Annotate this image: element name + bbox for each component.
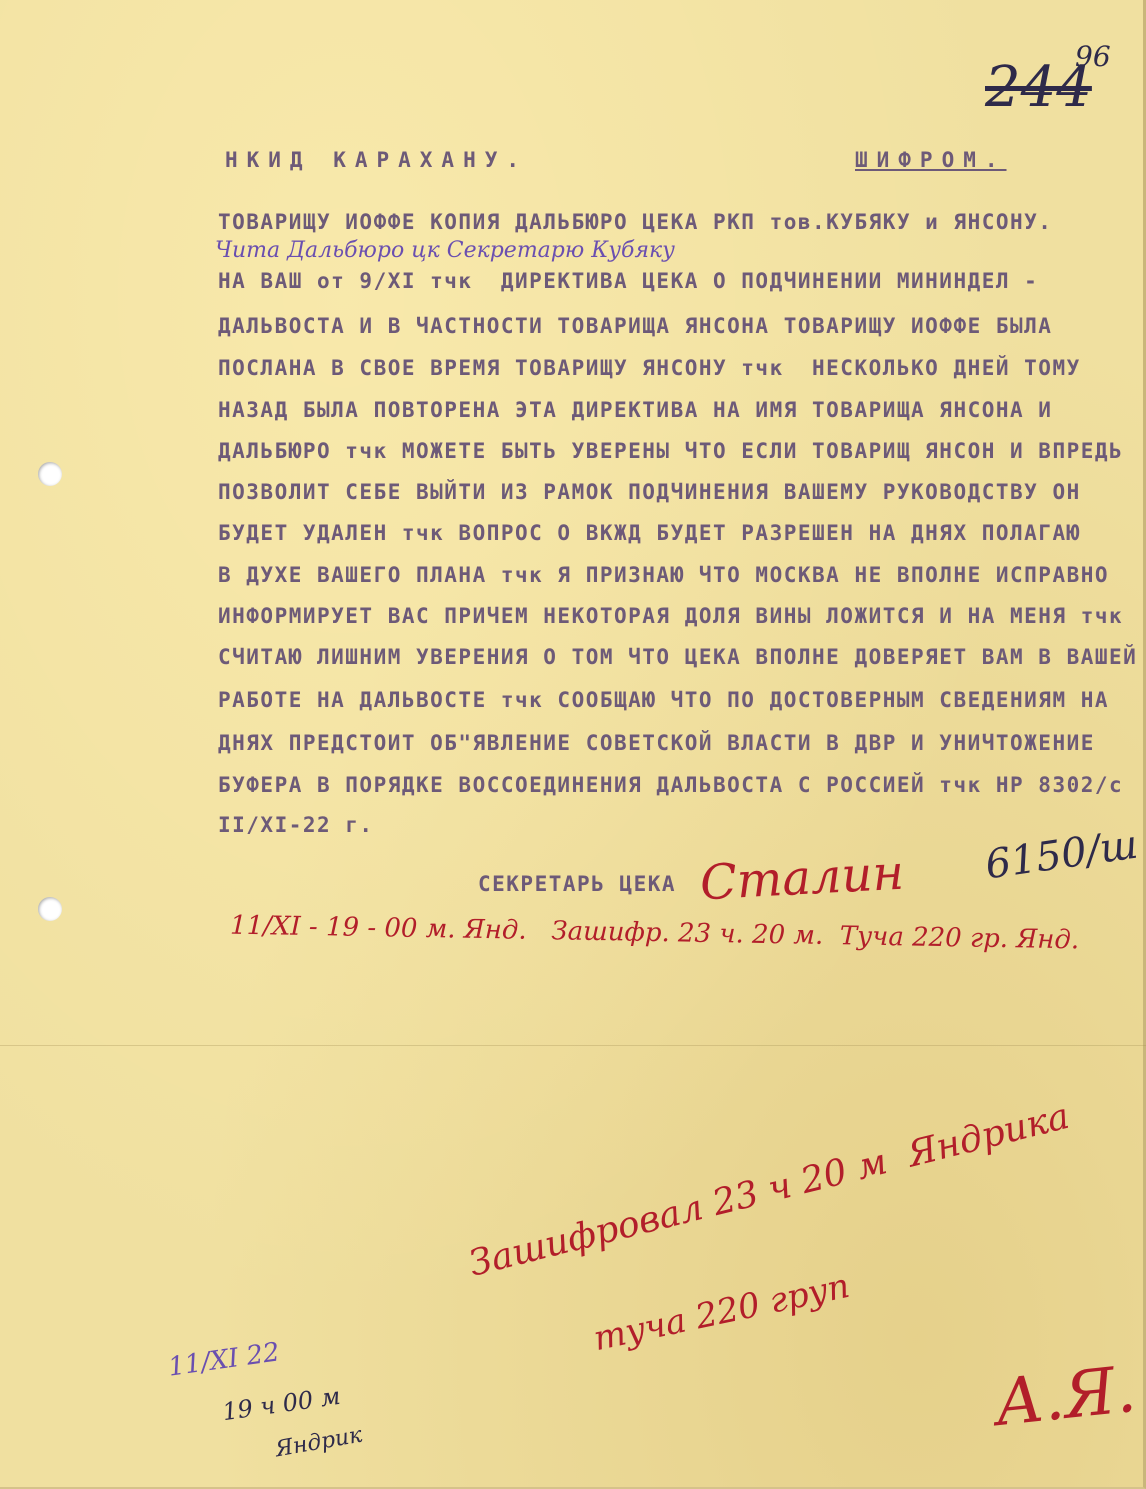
signature-title: СЕКРЕТАРЬ ЦЕКА (478, 872, 677, 896)
body-line: НАЗАД БЫЛА ПОВТОРЕНА ЭТА ДИРЕКТИВА НА ИМЯ ТОВАРИЩА ЯНСОНА И (218, 398, 1053, 422)
addressee: НКИД КАРАХАНУ. (225, 148, 529, 172)
body-line: II/XI-22 г. (218, 813, 374, 837)
corner-note-line-2: 19 ч 00 м (220, 1381, 343, 1427)
initials: А.Я. (991, 1352, 1140, 1442)
body-line: НА ВАШ от 9/XI тчк ДИРЕКТИВА ЦЕКА О ПОДЧИНЕНИИ МИНИНДЕЛ - (218, 269, 1039, 293)
body-line: ДНЯХ ПРЕДСТОИТ ОБ"ЯВЛЕНИЕ СОВЕТСКОЙ ВЛАСТИ В ДВР И УНИЧТОЖЕНИЕ (218, 731, 1095, 755)
body-line: ДАЛЬВОСТА И В ЧАСТНОСТИ ТОВАРИЩА ЯНСОНА ТОВАРИЩУ ИОФФЕ БЫЛА (218, 314, 1053, 338)
paper-fold (0, 1045, 1146, 1046)
body-line: СЧИТАЮ ЛИШНИМ УВЕРЕНИЯ О ТОМ ЧТО ЦЕКА ВПОЛНЕ ДОВЕРЯЕТ ВАМ В ВАШЕЙ (218, 645, 1138, 669)
body-line: ДАЛЬБЮРО тчк МОЖЕТЕ БЫТЬ УВЕРЕНЫ ЧТО ЕСЛИ ТОВАРИЩ ЯНСОН И ВПРЕДЬ (218, 439, 1124, 463)
body-line: ИНФОРМИРУЕТ ВАС ПРИЧЕМ НЕКОТОРАЯ ДОЛЯ ВИНЫ ЛОЖИТСЯ И НА МЕНЯ тчк (218, 604, 1124, 628)
struck-page-number: 244 (985, 55, 1092, 120)
handwritten-recipient-note: Чита Дальбюро цк Секретарю Кубяку (215, 238, 675, 263)
corner-note-line-3: Яндрик (273, 1422, 365, 1463)
cipher-note-line-1: Зашифровал 23 ч 20 м Яндрика (465, 1095, 1074, 1285)
body-line: РАБОТЕ НА ДАЛЬВОСТЕ тчк СООБЩАЮ ЧТО ПО ДОСТОВЕРНЫМ СВЕДЕНИЯМ НА (218, 688, 1110, 712)
cipher-note-line-2: туча 220 груп (590, 1265, 854, 1360)
body-line: В ДУХЕ ВАШЕГО ПЛАНА тчк Я ПРИЗНАЮ ЧТО МОСКВА НЕ ВПОЛНЕ ИСПРАВНО (218, 563, 1110, 587)
registry-mark: 6150/ш (982, 821, 1141, 889)
archive-page-number: 96 (1075, 40, 1111, 73)
signature: Сталин (698, 844, 906, 912)
punch-hole (38, 462, 62, 486)
transmission-mode: ШИФРОМ. (855, 148, 1007, 172)
punch-hole (38, 897, 62, 921)
body-line: БУФЕРА В ПОРЯДКЕ ВОССОЕДИНЕНИЯ ДАЛЬВОСТА С РОССИЕЙ тчк НР 8302/с (218, 773, 1124, 797)
body-line: ПОЗВОЛИТ СЕБЕ ВЫЙТИ ИЗ РАМОК ПОДЧИНЕНИЯ ВАШЕМУ РУКОВОДСТВУ ОН (218, 480, 1081, 504)
body-line: ПОСЛАНА В СВОЕ ВРЕМЯ ТОВАРИЩУ ЯНСОНУ тчк НЕСКОЛЬКО ДНЕЙ ТОМУ (218, 356, 1081, 380)
body-line: БУДЕТ УДАЛЕН тчк ВОПРОС О ВКЖД БУДЕТ РАЗРЕШЕН НА ДНЯХ ПОЛАГАЮ (218, 521, 1081, 545)
corner-note-line-1: 11/XI 22 (166, 1337, 282, 1383)
recipients-line: ТОВАРИЩУ ИОФФЕ КОПИЯ ДАЛЬБЮРО ЦЕКА РКП тов.КУБЯКУ и ЯНСОНУ. (218, 210, 1053, 234)
red-annotation: 11/XI - 19 - 00 м. Янд. Зашифр. 23 ч. 20 м. Туча 220 гр. Янд. (229, 910, 1080, 956)
